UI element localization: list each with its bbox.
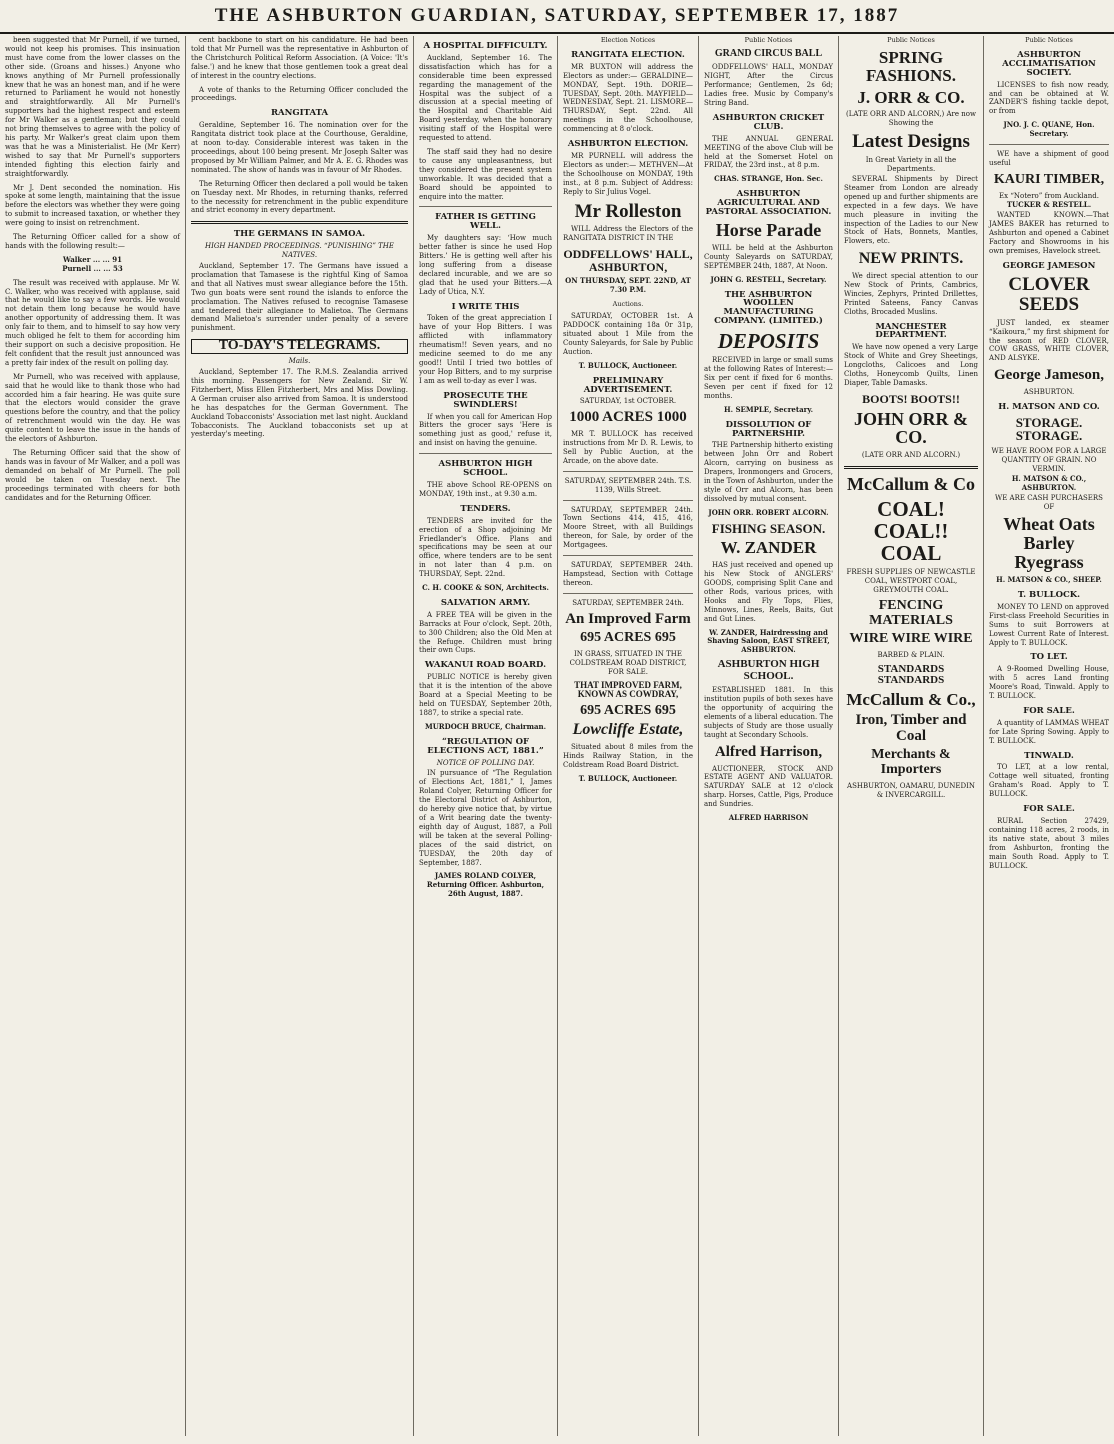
notice-text: MR BUXTON will address the Electors as under:— GERALDINE—MONDAY, Sept. 19th. DORIE—TUESDAY, Sept. 20th. MAYFIELD—WEDNESDAY, Sept. 21. LISMORE—THURSDAY, Sept. 22nd. All meetings in the Schoolhouse, commencing at 8 o'clock. (563, 62, 693, 134)
notice-heading: TO LET. (1030, 652, 1068, 663)
ad-display-heading: WIRE WIRE WIRE (849, 631, 973, 647)
ad-display-heading: Wheat Oats Barley Ryegrass (1003, 514, 1095, 573)
notice-text: Situated about 8 miles from the Hinds Railway Station, in the Coldstream Road Board District. (563, 743, 693, 769)
notice-signature: H. MATSON & CO., ASHBURTON. (1011, 473, 1087, 492)
article-paragraph: The Returning Officer then declared a poll would be taken on Tuesday next. Mr Rhodes, in returning thanks, referred to the necessity for retrenchment in the public expenditure and strict economy in every department. (191, 179, 408, 215)
ad-display-heading: BOOTS! BOOTS!! (862, 391, 960, 406)
article-paragraph: Auckland, September 16. The dissatisfaction which has for a considerable time been expressed regarding the management of the Hospital was the subject of a discussion at a special meeting of the Hospital and Charitable Aid Board yesterday, when the honorary visiting staff of the Hospital were requested to attend. (419, 53, 552, 143)
section-heading: RANGITATA (270, 108, 329, 119)
notice-text: ASHBURTON, OAMARU, DUNEDIN & INVERCARGILL. (847, 781, 975, 799)
section-subheading: HIGH HANDED PROCEEDINGS. “PUNISHING” THE NATIVES. (204, 242, 395, 260)
article-paragraph: been suggested that Mr Purnell, if we turned, would not keep his promises. This insinuation must have come from the lower classes on the other side. (Groans and hisses.) Anyone who knows anything of Mr Purnell professionally knew that he was an honest man, and if he were returned to Parliament he would not honestly and straightforwardly. All Mr Purnell's supporters had the highest respect and esteem for Mr Walker as a gentleman; but they could not bring themselves to agree with the policy of his party. Mr Walker's great claim upon them was that he was a Ministerialist. He (Mr Kerr) wished to say that Mr Purnell's supporters intended fighting this election fairly and straightforwardly. (5, 36, 180, 178)
notice-text: AUCTIONEER, STOCK AND ESTATE AGENT AND VALUATOR. SATURDAY SALE at 12 o'clock sharp. Horses, Cattle, Pigs, Produce and Sundries. (704, 764, 833, 809)
ad-display-heading: Latest Designs (852, 131, 970, 153)
notice-text: SATURDAY, SEPTEMBER 24th. T.S. 1139, Wills Street. (564, 476, 692, 494)
divider (419, 206, 552, 207)
notice-text: ESTABLISHED 1881. In this institution pupils of both sexes have the opportunity of acquiring the elements of a liberal education. The subjects of Study are those usually taught at Secondary Schools. (704, 686, 833, 739)
article-paragraph: Geraldine, September 16. The nomination over for the Rangitata district took place at the Courthouse, Geraldine, at noon to-day. Considerable interest was taken in the proceedings, about 100 being present. Mr Joseph Salter was proposed by Mr William Palmer, and Mr A. E. G. Rhodes was nominated. The show of hands was in favour of Mr Rhodes. (191, 121, 408, 174)
notice-text: In Great Variety in all the Departments. (865, 156, 957, 174)
notice-text: We have now opened a very Large Stock of White and Grey Sheetings, Longcloths, Calicoes and Long Cloths, Honeycomb Quilts, Linen Diaper, Table Damasks. (844, 343, 978, 388)
notice-heading: TINWALD. (1024, 750, 1074, 761)
article-paragraph: Mr J. Dent seconded the nomination. His spoke at some length, maintaining that the issue before the electors was whether they were going to submit to increased taxation, or whether they were going to insist on retrenchment. (5, 183, 180, 228)
notice-text: THE above School RE-OPENS on MONDAY, 19th inst., at 9.30 a.m. (419, 480, 552, 498)
notice-signature: MURDOCH BRUCE, Chairman. (424, 721, 547, 731)
notice-signature: TUCKER & RESTELL. (1006, 200, 1092, 210)
article-paragraph: Auckland, September 17. The R.M.S. Zealandia arrived this morning. Passengers for New Zealand. Sir W. Fitzherbert, Miss Ellen Fitzherbert, Mrs and Miss Dowling. A German cruiser also arrived from Samoa. It is understood he has despatches for the German Government. The Auckland Tobacconists' Association met last night. Auckland Tobacconists. The Auckland tobacconists set up at yesterday's meeting. (191, 368, 408, 439)
notice-heading: ASHBURTON AGRICULTURAL AND PASTORAL ASSOCIATION. (705, 189, 832, 218)
ad-display-heading: STANDARDS STANDARDS (877, 662, 945, 687)
notice-signature: H. MATSON & CO., SHEEP. (996, 575, 1102, 585)
notice-heading: GEORGE JAMESON (1002, 260, 1096, 271)
ad-heading: PROSECUTE THE SWINDLERS! (443, 390, 528, 410)
ad-display-heading: Lowcliffe Estate, (572, 721, 684, 739)
notice-text: SATURDAY, SEPTEMBER 24th. Hampstead, Section with Cottage thereon. (563, 561, 693, 587)
notice-text: WILL be held at the Ashburton County Saleyards on SATURDAY, SEPTEMBER 24th, 1887, At Noon. (704, 243, 833, 270)
notice-text: THE ANNUAL GENERAL MEETING of the above Club will be held at the Somerset Hotel on FRIDAY, the 23rd inst., at 8 p.m. (704, 134, 833, 170)
ad-display-heading: McCallum & Co., (846, 690, 976, 710)
ad-display-heading: GRAND CIRCUS BALL (714, 47, 823, 59)
notice-heading: TENDERS. (460, 503, 511, 514)
notice-text: WE have a shipment of good useful (989, 150, 1109, 167)
notice-text: Ex “Notero” from Auckland. (999, 191, 1099, 200)
notice-heading: ASHBURTON HIGH SCHOOL. (438, 459, 533, 479)
notice-heading: FOR SALE. (1023, 804, 1075, 815)
notice-text: (LATE ORR AND ALCORN.) (861, 451, 961, 460)
notice-text: SATURDAY, SEPTEMBER 24th. (572, 598, 684, 607)
notice-text: ON THURSDAY, SEPT. 22ND, AT 7.30 P.M. (565, 276, 691, 295)
notice-text: PUBLIC NOTICE is hereby given that it is the intention of the above Board at a Special Meeting to be held on TUESDAY, September 20th, 1887, to strike a special rate. (419, 673, 552, 717)
column-1 (0, 36, 185, 1436)
ad-display-heading: W. ZANDER (720, 538, 817, 558)
notice-heading: “REGULATION OF ELECTIONS ACT, 1881.” (427, 736, 544, 756)
notice-text: THE Partnership hitherto existing between John Orr and Robert Alcorn, carrying on business as Drapers, Ironmongers and Grocers, in the Town of Ashburton, under the style of Orr and Alcorn, has been dissolved by mutual consent. (704, 441, 833, 503)
divider (844, 466, 978, 469)
notice-subheading: NOTICE OF POLLING DAY. (436, 758, 535, 767)
article-paragraph: A vote of thanks to the Returning Officer concluded the proceedings. (191, 85, 408, 103)
section-heading: THE GERMANS IN SAMOA. (233, 229, 366, 240)
notice-signature: W. ZANDER, Hairdressing and Shaving Saloon, EAST STREET, ASHBURTON. (707, 627, 830, 655)
article-paragraph: The Returning Officer called for a show of hands with the following result:— (5, 233, 180, 250)
notice-text: JUST landed, ex steamer “Kaikoura,” my first shipment for the season of RED CLOVER, COW GRASS, WHITE CLOVER, AND ALSYKE. (989, 318, 1109, 363)
notice-signature: JOHN G. RESTELL, Secretary. (710, 274, 827, 284)
notice-heading: RANGITATA ELECTION. (571, 49, 685, 60)
article-paragraph: Mr Purnell, who was received with applause, said that he would like to thank those who had accorded him a fair hearing. He was quite sure that the electors would consider the grave questions before the country, and that the policy of retrenchment would win the day. He was quite content to leave the issue in the hands of the electors of Ashburton. (5, 372, 180, 444)
ad-display-heading: STORAGE. STORAGE. (1015, 414, 1083, 444)
notice-text: RECEIVED in large or small sums at the following Rates of Interest:— Six per cent if fixed for 6 months. Seven per cent if fixed for 12 months. (704, 356, 833, 400)
notice-text: MONEY TO LEND on approved First-class Freehold Securities in Sums to suit Borrowers at Lowest Current Rate of Interest. Apply to T. BULLOCK. (989, 602, 1109, 647)
notice-text: RURAL Section 27429, containing 118 acres, 2 roods, in its native state, about 3 miles from Ashburton, fronting the main South Road. Apply to T. BULLOCK. (989, 817, 1109, 870)
notice-text: A 9-Roomed Dwelling House, with 5 acres Land fronting Moore's Road, Tinwald. Apply to T. BULLOCK. (989, 665, 1109, 701)
notice-signature: T. BULLOCK, Auctioneer. (578, 360, 678, 370)
section-heading: A HOSPITAL DIFFICULTY. (423, 41, 548, 51)
column-header: Election Notices (600, 36, 656, 44)
notice-signature: JOHN ORR. ROBERT ALCORN. (708, 507, 829, 517)
ad-display-heading: J. ORR & CO. (857, 87, 965, 107)
notice-text: ODDFELLOWS' HALL, MONDAY NIGHT, After the Circus Performance; Gentlemen, 2s 6d; Ladies free. Music by Company's String Band. (704, 63, 833, 108)
divider (563, 471, 693, 472)
column-3 (413, 36, 557, 1436)
notice-text: MR T. BULLOCK has received instructions from Mr D. R. Lewis, to Sell by Public Auction, at the Arcade, on the above date. (563, 430, 693, 465)
article-paragraph: The staff said they had no desire to cause any unpleasantness, but they considered the present system unworkable. It was decided that a Board should be appointed to enquire into the matter. (419, 147, 552, 201)
ad-display-heading: 1000 ACRES 1000 (569, 409, 687, 426)
notice-text: SATURDAY, SEPTEMBER 24th. Town Sections 414, 415, 416, Moore Street, with all Buildings thereon, for Sale, by order of the Mortgagees. (563, 505, 693, 550)
column-header: Public Notices (1025, 36, 1073, 44)
article-paragraph: Auckland, September 17. The Germans have issued a proclamation that Tamasese is the rightful King of Samoa and that all Natives must swear allegiance before the 15th. Two gun boats were sent round the islands to enforce the proclamation. The Natives refused to recognise Tamasese and tendered their allegiance to Malietoa. The Germans demand Malietoa's surrender under penalty of a severe punishment. (191, 262, 408, 333)
notice-text: HAS just received and opened up his New Stock of ANGLERS' GOODS, comprising Split Cane and other Rods, various prices, with Hooks and Fly Tops, Flies, Minnows, Lines, Reels, Baits, Gut and Gut Lines. (704, 561, 833, 623)
ad-display-heading: Merchants & Importers (871, 747, 951, 778)
divider (989, 144, 1109, 145)
ad-display-heading: An Improved Farm (565, 610, 691, 627)
ad-display-heading: FISHING SEASON. (711, 520, 826, 536)
ad-display-heading: 695 ACRES 695 (580, 630, 676, 646)
notice-heading: FOR SALE. (1023, 705, 1075, 716)
notice-text: WE ARE CASH PURCHASERS OF (995, 493, 1103, 511)
notice-text: ASHBURTON. (1023, 387, 1075, 396)
notice-text: SATURDAY, 1st OCTOBER. (579, 397, 677, 406)
notice-signature: T. BULLOCK, Auctioneer. (578, 773, 678, 783)
divider (563, 593, 693, 594)
notice-heading: H. MATSON AND CO. (998, 401, 1100, 412)
ad-display-heading: 695 ACRES 695 (580, 702, 676, 718)
notice-text: BARBED & PLAIN. (877, 651, 945, 660)
notice-text: IN GRASS, SITUATED IN THE COLDSTREAM ROAD DISTRICT, FOR SALE. (569, 650, 687, 676)
notice-signature: JAMES ROLAND COLYER, Returning Officer. Ashburton, 26th August, 1887. (426, 871, 545, 899)
notice-heading: DISSOLUTION OF PARTNERSHIP. (725, 419, 812, 439)
section-subheading: Mails. (288, 357, 311, 366)
notice-heading: ASHBURTON CRICKET CLUB. (712, 112, 825, 132)
notice-heading: T. BULLOCK. (1017, 589, 1081, 600)
divider (563, 555, 693, 556)
notice-heading: PRELIMINARY ADVERTISEMENT. (583, 375, 673, 395)
notice-text: LICENSES to fish now ready, and can be obtained at W. ZANDER'S fishing tackle depot, or from (989, 80, 1109, 116)
divider (191, 221, 408, 224)
notice-text: A FREE TEA will be given in the Barracks at Four o'clock, Sept. 20th, to 300 Children; also the Old Men at the Refuge. Children must bring their own Cups. (419, 610, 552, 655)
notice-heading: ASHBURTON ELECTION. (567, 139, 689, 150)
column-6 (838, 36, 983, 1436)
ad-display-heading: Horse Parade (715, 220, 822, 240)
notice-text: (LATE ORR AND ALCORN,) Are now Showing the (846, 110, 976, 128)
ad-display-heading: THAT IMPROVED FARM, KNOWN AS COWDRAY, (574, 679, 682, 700)
notice-text: SATURDAY, OCTOBER 1st. A PADDOCK containing 18a 0r 31p, situated about 1 Mile from the County Saleyards, for Sale by Public Auction. (563, 312, 693, 356)
ad-display-heading: McCallum & Co (847, 474, 975, 495)
notice-signature: CHAS. STRANGE, Hon. Sec. (714, 174, 823, 184)
ad-display-heading: SPRING FASHIONS. (866, 47, 956, 85)
notice-text: IN pursuance of “The Regulation of Elections Act, 1881,” I, James Roland Colyer, Returning Officer for the Electoral District of Ashburton, do hereby give notice that, by virtue of a Writ bearing date the twenty-eighth day of August, 1887, a Poll will be taken at the several Polling-places of the said district, on TUESDAY, the 20th day of September, 1887. (419, 769, 552, 867)
notice-text: TO LET, at a low rental, Cottage well situated, fronting Graham's Road. Apply to T. BULLOCK. (989, 763, 1109, 799)
ad-display-heading: Mr Rolleston (574, 200, 682, 222)
article-paragraph: The Returning Officer said that the show of hands was in favour of Mr Walker, and a poll was demanded on behalf of Mr Purnell. The poll would be taken on Tuesday next. The proceedings terminated with cheers for both candidates and for the Returning Officer. (5, 448, 180, 502)
poll-result: Walker ... ... 91 Purnell ... ... 53 (62, 254, 123, 273)
notice-signature: H. SEMPLE, Secretary. (723, 404, 814, 414)
notice-text: We direct special attention to our New Stock of Prints, Cambrics, Wincies, Zephyrs, Printed Drillettes, Printed Sateens, Fancy Canvas Cloths, Brocaded Muslins. (844, 272, 978, 316)
ad-text: If when you call for American Hop Bitters the grocer says 'Here is something just as good,' refuse it, and insist on having the genuine. (419, 412, 552, 448)
ad-display-heading: ODDFELLOWS' HALL, ASHBURTON, (563, 247, 693, 274)
column-4 (557, 36, 698, 1436)
notice-text: MR PURNELL will address the Electors as under:— METHVEN—At the Schoolhouse on MONDAY, 19th inst., at 8 p.m. Subject of Address: Reply to Sir Julius Vogel. (563, 151, 693, 196)
ad-display-heading: JOHN ORR & CO. (854, 408, 968, 448)
ad-heading: FATHER IS GETTING WELL. (435, 212, 536, 232)
notice-text: TENDERS are invited for the erection of a Shop adjoining Mr Friedlander's Office. Plans and specifications may be seen at our office, where tenders are to be sent in not later than 4 p.m. on THURSDAY, Sept. 22nd. (419, 516, 552, 579)
notice-text: FRESH SUPPLIES OF NEWCASTLE COAL, WESTPORT COAL, GREYMOUTH COAL. (846, 568, 976, 595)
masthead-title: THE ASHBURTON GUARDIAN, SATURDAY, SEPTEMBER 17, 1887 (214, 5, 900, 26)
notice-signature: ALFRED HARRISON (728, 813, 809, 823)
column-5 (698, 36, 838, 1436)
column-header: Public Notices (744, 36, 793, 44)
notice-heading: WAKANUI ROAD BOARD. (424, 660, 547, 671)
ad-display-heading: DEPOSITS (717, 329, 820, 354)
ad-heading: I WRITE THIS (451, 301, 520, 312)
ad-display-heading: George Jameson, (994, 367, 1104, 384)
masthead (0, 0, 1114, 34)
notice-text: SEVERAL Shipments by Direct Steamer from London are already opened up and further shipments are expected in a few days. We have much pleasure in inviting the inspection of the Ladies to our New Stock of Hats, Bonnets, Mantles, Flowers, etc. (844, 175, 978, 246)
notice-text: A quantity of LAMMAS WHEAT for Late Spring Sowing. Apply to T. BULLOCK. (989, 718, 1109, 745)
notice-signature: JNO. J. C. QUANE, Hon. Secretary. (1003, 120, 1095, 139)
ad-display-heading: FENCING MATERIALS (869, 597, 953, 628)
ad-display-heading: COAL! COAL!! COAL (873, 497, 949, 566)
section-header: Auctions. (612, 300, 644, 309)
ad-text: My daughters say: ‘How much better father is since he used Hop Bitters.’ He is getting well after his long suffering from a disease declared incurable, and we are so glad that he used your Bitters.—A Lady of Utica, N.Y. (419, 234, 552, 296)
column-2 (185, 36, 413, 1436)
ad-display-heading: Iron, Timber and Coal (855, 711, 967, 744)
notice-text: WE HAVE ROOM FOR A LARGE QUANTITY OF GRAIN. NO VERMIN. (991, 447, 1107, 473)
notice-heading: SALVATION ARMY. (440, 597, 531, 608)
notice-heading: THE ASHBURTON WOOLLEN MANUFACTURING COMPANY. (LIMITED.) (714, 289, 823, 327)
notice-heading: MANCHESTER DEPARTMENT. (875, 321, 947, 341)
ad-display-heading: KAURI TIMBER, (993, 171, 1105, 187)
notice-signature: C. H. COOKE & SON, Architects. (422, 583, 549, 593)
notice-text: WILL Address the Electors of the RANGITATA DISTRICT IN THE (563, 225, 693, 243)
column-7 (983, 36, 1114, 1436)
divider (563, 500, 693, 501)
ad-display-heading: ASHBURTON HIGH SCHOOL. (717, 658, 820, 682)
ad-text: Token of the great appreciation I have of your Hop Bitters. I was afflicted with inflammatory rheumatism!! Seven years, and no medicine seemed to do me any good!! Until I tried two bottles of your Hop Bitters, and to my surprise I am as well to-day as ever I was. (419, 314, 552, 385)
ad-display-heading: CLOVER SEEDS (1008, 273, 1090, 315)
article-paragraph: cent backbone to start on his candidature. He had been told that Mr Purnell was the representative in Ashburton of the Christchurch Political Reform Association. (A Voice: 'It's false.') and he knew that those gentlemen took a great deal of interest in the country elections. (191, 36, 408, 80)
column-header: Public Notices (887, 36, 935, 44)
ad-display-heading: NEW PRINTS. (858, 250, 964, 268)
notice-text: WANTED KNOWN.—That JAMES BAKER has returned to Ashburton and opened a Cabinet Factory and Showrooms in his own premises, Havelock street. (989, 211, 1109, 255)
notice-heading: ASHBURTON ACCLIMATISATION SOCIETY. (1002, 49, 1096, 78)
divider (419, 453, 552, 454)
article-paragraph: The result was received with applause. Mr W. C. Walker, who was received with applause, said that he would like to say a few words. He would not detain them long because he would have another opportunity of addressing them. It was only fair to them, and to himself to say how very much obliged he felt to them for according him their support on such a decisive proposition. He felt confident that the result just announced was a pretty fair index of the result on polling day. (5, 278, 180, 367)
telegrams-heading: TO-DAY'S TELEGRAMS. (191, 339, 408, 354)
ad-display-heading: Alfred Harrison, (714, 743, 823, 760)
